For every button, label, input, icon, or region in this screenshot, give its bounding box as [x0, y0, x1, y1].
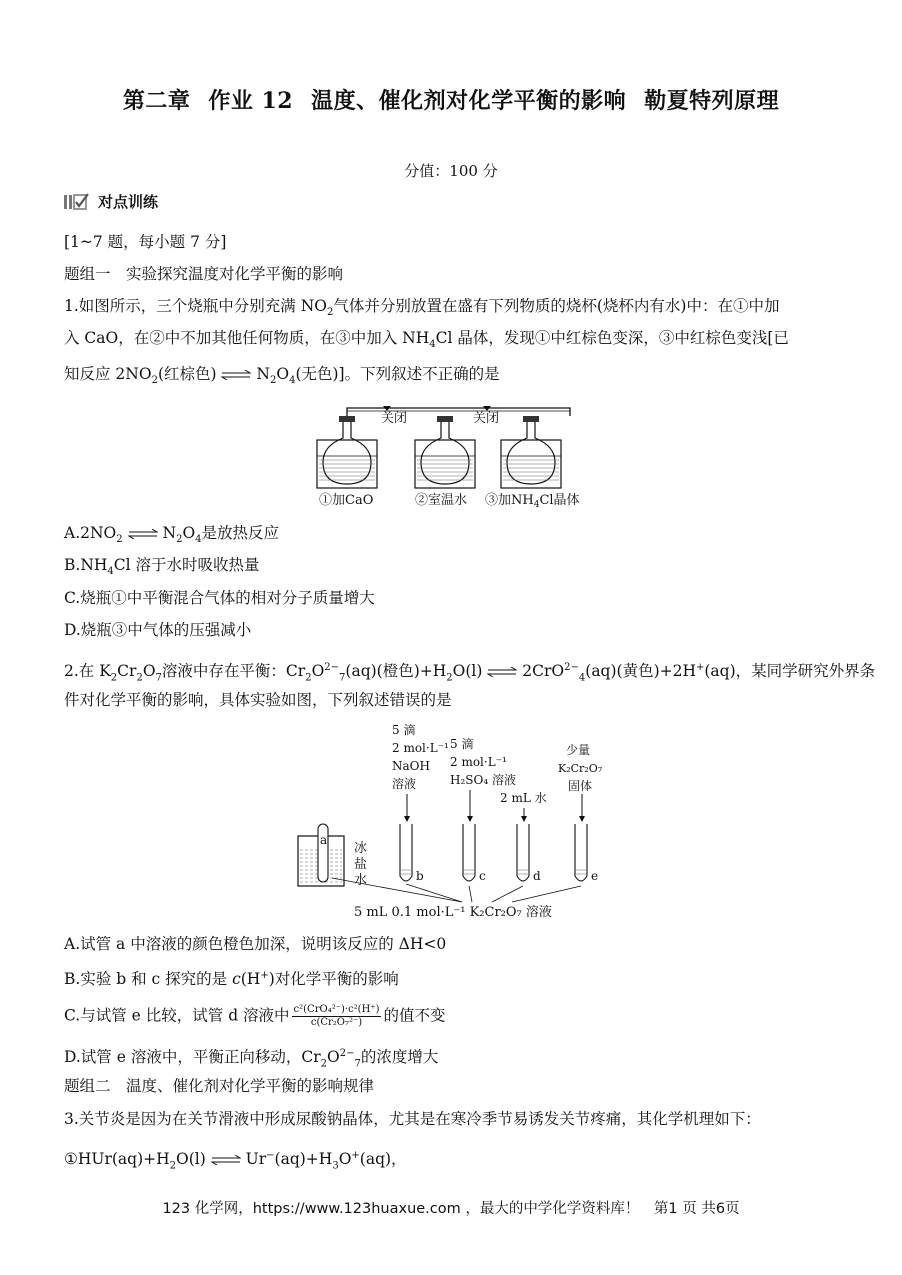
- svg-text:c: c: [479, 869, 486, 883]
- tube-b: [400, 824, 424, 883]
- tube-c: [463, 824, 486, 883]
- title-homework: 作业 12: [208, 88, 294, 114]
- flask-apparatus-figure: [315, 398, 605, 513]
- score-note: [1~7 题，每小题 7 分]: [64, 233, 227, 251]
- flask-2: [415, 416, 475, 488]
- stock-solution-label: 5 mL 0.1 mol·L⁻¹ K₂Cr₂O₇ 溶液: [354, 905, 552, 920]
- checklist-icon: [64, 193, 90, 211]
- flask-2-label: ②室温水: [415, 493, 468, 508]
- question-2-option-d: D.试管 e 溶液中，平衡正向移动，$Cr_2O^{2-}_7$的浓度增大: [64, 1048, 439, 1070]
- reagent-b-line-1: 5 滴: [392, 723, 416, 737]
- question-1-option-b: $B.NH_4Cl$ 溶于水时吸收热量: [64, 556, 260, 578]
- question-1-option-a: $A.2NO_2$ $N_2O_4$是放热反应: [64, 524, 280, 546]
- tube-e: [575, 824, 598, 883]
- tube-d: [517, 824, 541, 883]
- question-3-line-2: $①HUr(aq)+H_2O(l)$ $Ur^-(aq)+H_3O^+(aq)$，: [64, 1150, 407, 1172]
- reagent-c-line-1: 5 滴: [450, 737, 474, 751]
- equilibrium-arrow-icon: [128, 529, 158, 539]
- question-1-line-3: 知反应 $2NO_2$(红棕色) $N_2O_4$(无色)]。下列叙述不正确的是: [64, 365, 500, 387]
- title-principle: 勒夏特列原理: [644, 88, 780, 114]
- svg-text:d: d: [533, 869, 541, 883]
- tube-a-label: a: [320, 833, 328, 847]
- group-one-heading: 题组一 实验探究温度对化学平衡的影响: [64, 265, 344, 283]
- flask-3: [501, 416, 561, 488]
- reagent-e-line-3: 固体: [568, 779, 593, 793]
- question-3-line-1: 3.关节炎是因为在关节滑液中形成尿酸钠晶体，尤其是在寒冷季节易诱发关节疼痛，其化学机理如下：: [64, 1110, 761, 1128]
- reagent-b-line-3: NaOH: [392, 759, 430, 773]
- title-chapter: 第二章: [122, 88, 191, 114]
- concentration-fraction: $\frac{\text{c²(CrO₄²⁻)·c²(H⁺)}}{\text{c(Cr₂O₇²⁻)}}$: [293, 1004, 380, 1028]
- reagent-c-line-3: H₂SO₄ 溶液: [450, 773, 516, 787]
- equilibrium-arrow-icon: [211, 1155, 241, 1165]
- valve-label-1: 关闭: [381, 411, 408, 426]
- title-topic: 温度、催化剂对化学平衡的影响: [311, 88, 627, 114]
- equilibrium-arrow-icon: [221, 370, 251, 380]
- reagent-b-line-4: 溶液: [392, 777, 417, 791]
- question-1-option-d: D.烧瓶③中气体的压强减小: [64, 621, 252, 639]
- question-2-line-1: 2.在 $K_2Cr_2O_7$溶液中存在平衡：$Cr_2O^{2-}_7(aq)$(橙色)$+H_2O(l)$ 2CrO$^{2-}_4$(aq)(黄色)+2H+(aq)，某同学研究外界条: [64, 662, 876, 684]
- equilibrium-arrow-icon: [487, 667, 517, 677]
- valve-label-2: 关闭: [473, 411, 500, 426]
- question-1-line-1: 1.如图所示，三个烧瓶中分别充满 $NO_2$气体并分别放置在盛有下列物质的烧杯(烧杯内有水)中：在①中加: [64, 297, 780, 319]
- group-two-heading: 题组二 温度、催化剂对化学平衡的影响规律: [64, 1077, 375, 1095]
- reagent-e-line-2: K₂Cr₂O₇: [558, 762, 603, 775]
- reagent-b-line-2: 2 mol·L⁻¹: [392, 741, 449, 755]
- page-title: [0, 84, 902, 115]
- score-line: 分值：100 分: [404, 162, 498, 180]
- ice-salt-label-1: 冰: [354, 841, 368, 856]
- question-2-option-a: A.试管 a 中溶液的颜色橙色加深，说明该反应的 ΔH<0: [64, 935, 447, 953]
- svg-text:e: e: [591, 869, 599, 883]
- section-header: [64, 191, 158, 212]
- page-footer: 123 化学网，https://www.123huaxue.com ，最大的中学化学资料库！ 第1 页 共6页: [162, 1201, 740, 1217]
- question-2-option-b: B.实验 b 和 c 探究的是 c(H+)对化学平衡的影响: [64, 970, 399, 989]
- svg-text:b: b: [416, 869, 424, 883]
- question-1-option-c: C.烧瓶①中平衡混合气体的相对分子质量增大: [64, 589, 375, 607]
- reagent-d-line-1: 2 mL 水: [500, 791, 547, 805]
- ice-salt-label-3: 水: [354, 873, 368, 888]
- reagent-c-line-2: 2 mol·L⁻¹: [450, 755, 507, 769]
- question-1-line-2: 入 CaO，在②中不加其他任何物质，在③中加入 $NH_4Cl$ 晶体，发现①中红棕色变深，③中红棕色变浅[已: [64, 329, 789, 351]
- question-2-option-c: C.与试管 e 比较，试管 d 溶液中 $\frac{\text{c²(CrO₄²⁻)·c²(H⁺)}}{\text{c(Cr₂O₇²⁻)}}$ 的值不变: [64, 1004, 446, 1028]
- question-2-line-2: 件对化学平衡的影响，具体实验如图，下列叙述错误的是: [64, 691, 452, 709]
- flask-1-label: ①加CaO: [319, 493, 374, 508]
- reagent-e-line-1: 少量: [566, 743, 591, 757]
- section-label: 对点训练: [98, 193, 159, 211]
- ice-salt-label-2: 盐: [354, 857, 368, 872]
- flask-1: [317, 416, 377, 488]
- flask-3-label: ③加$NH_4Cl$晶体: [485, 493, 580, 510]
- test-tube-figure: [292, 720, 622, 925]
